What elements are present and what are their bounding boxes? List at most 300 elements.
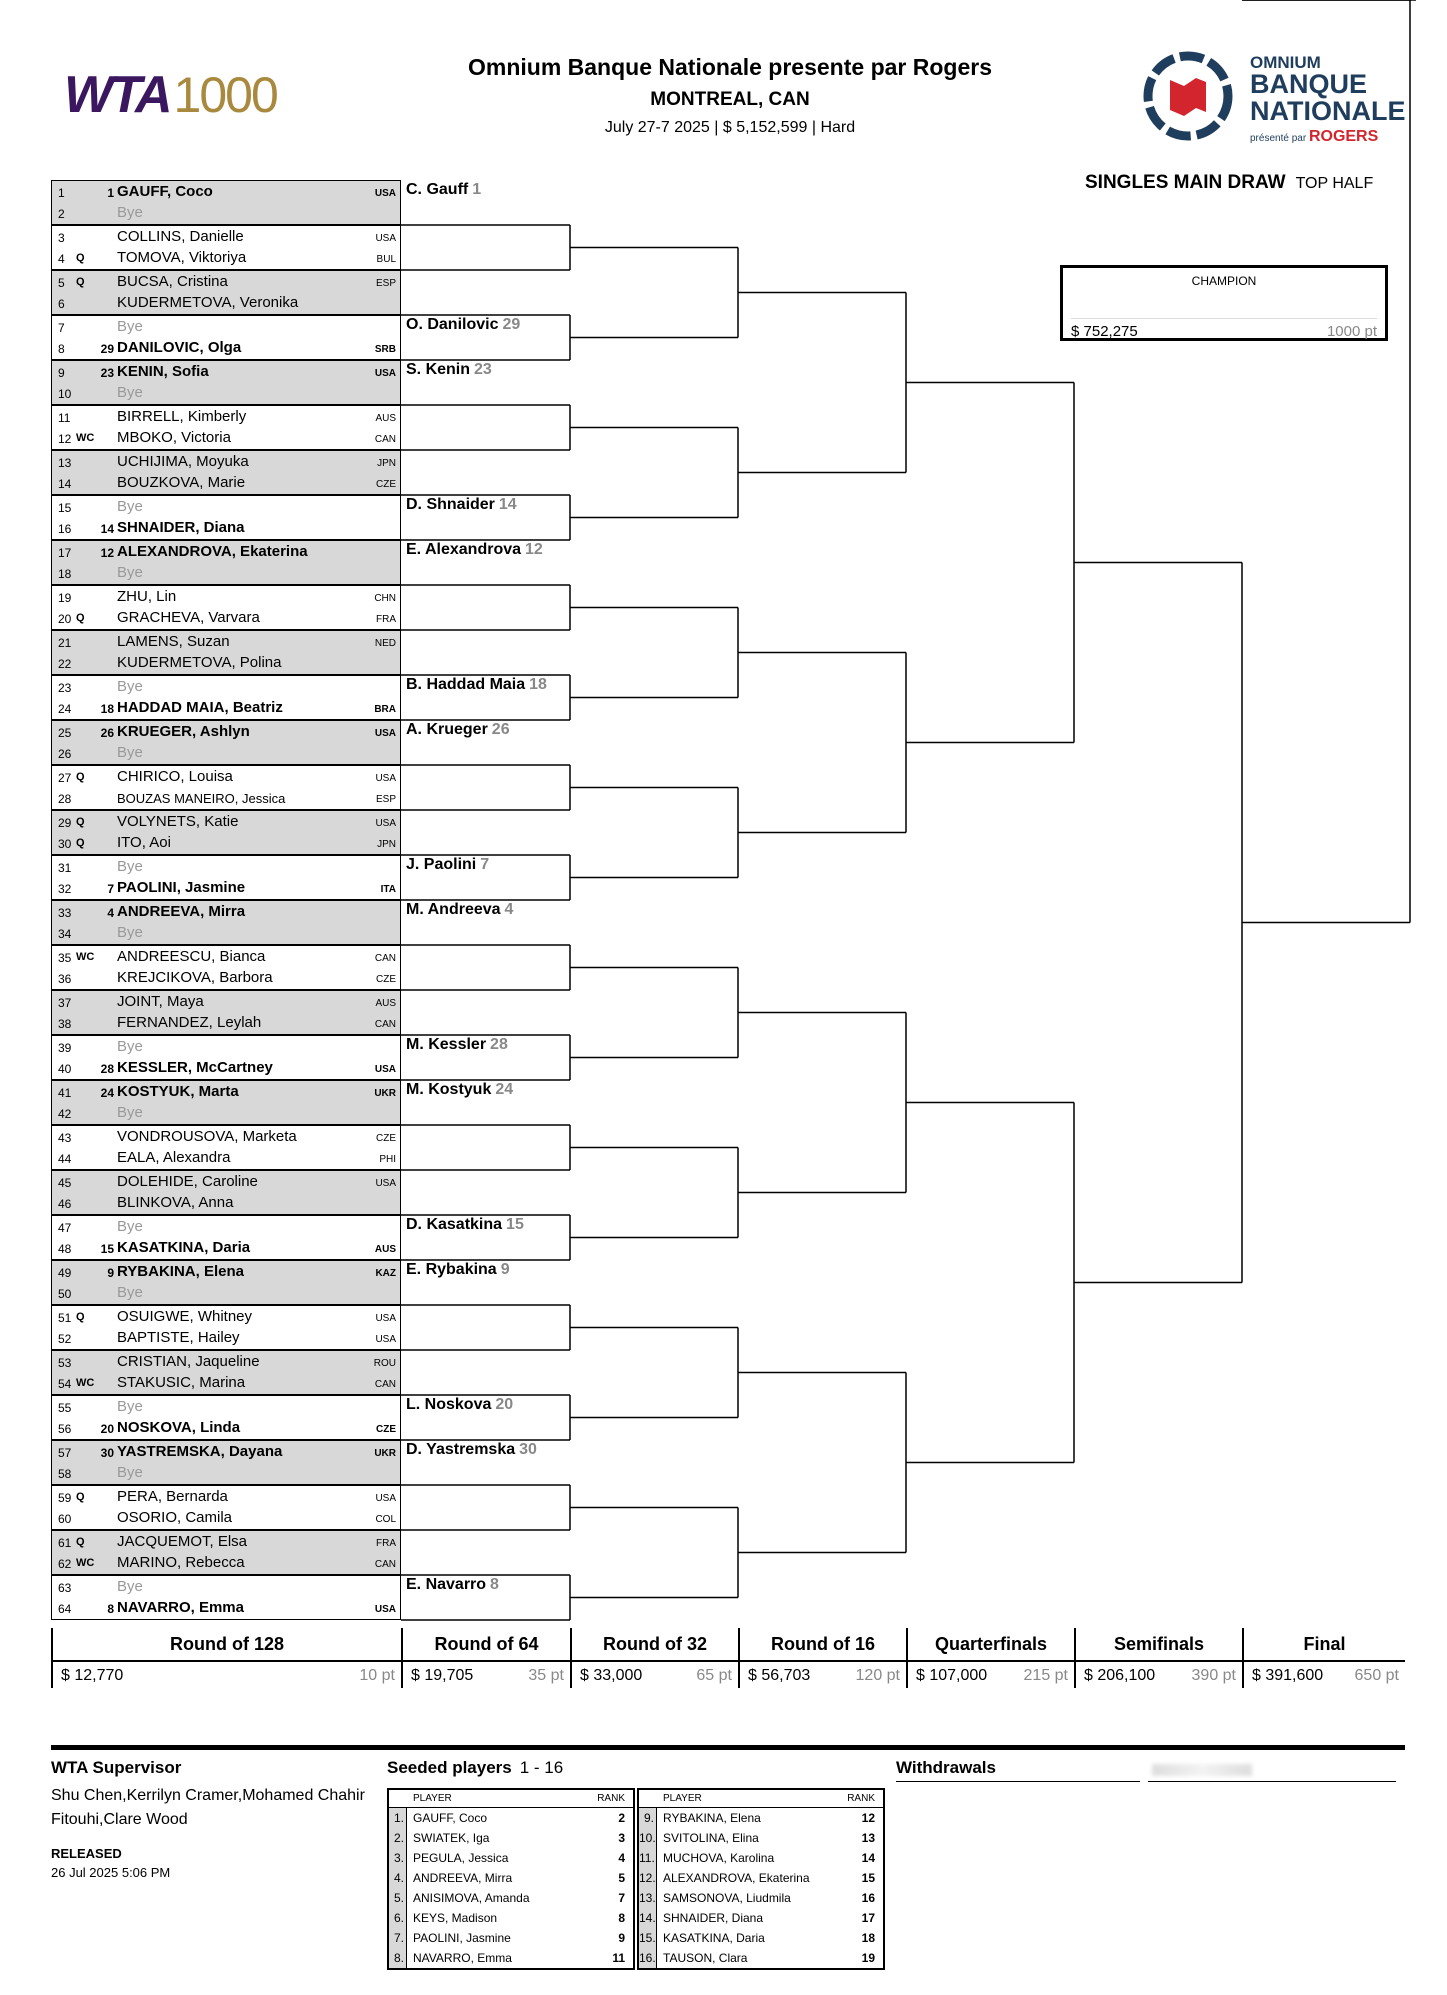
player-name: CHIRICO, Louisa xyxy=(117,768,233,785)
draw-position: 16 xyxy=(58,522,72,536)
draw-title-text: SINGLES MAIN DRAW xyxy=(1085,172,1286,193)
player-row xyxy=(52,653,400,673)
player-row xyxy=(52,587,400,607)
player-name: Bye xyxy=(117,564,143,581)
entry-status: Q xyxy=(76,1311,85,1323)
player-row xyxy=(52,497,400,517)
player-name: KRUEGER, Ashlyn xyxy=(117,723,250,740)
player-nationality: USA xyxy=(375,1334,396,1345)
sponsor-line-1: OMNIUM xyxy=(1250,53,1321,72)
player-name: ZHU, Lin xyxy=(117,588,177,605)
player-name: ALEXANDROVA, Ekaterina xyxy=(117,543,308,560)
round-money xyxy=(1076,1662,1242,1685)
round-of-64-player xyxy=(406,856,489,874)
player-nationality: USA xyxy=(375,1178,396,1189)
draw-position: 24 xyxy=(58,702,72,716)
champion-prize-row xyxy=(1071,318,1377,340)
player-name: LAMENS, Suzan xyxy=(117,633,230,650)
player-nationality: SRB xyxy=(374,344,396,355)
round-of-64-player xyxy=(406,361,492,379)
seed-index: 13. xyxy=(639,1888,657,1908)
draw-position: 32 xyxy=(58,882,72,896)
draw-position: 39 xyxy=(58,1041,72,1055)
round-of-64-player xyxy=(406,181,481,199)
seed-player: RYBAKINA, Elena xyxy=(663,1811,761,1825)
sponsor-line-3: NATIONALE xyxy=(1250,96,1406,126)
player-nationality: CAN xyxy=(374,953,396,964)
round-of-64-player xyxy=(406,541,543,559)
player-row xyxy=(52,1082,400,1102)
player-pair xyxy=(51,1530,401,1575)
draw-position: 56 xyxy=(58,1422,72,1436)
draw-position: 45 xyxy=(58,1176,72,1190)
seeded-row xyxy=(389,1828,633,1848)
player-name: KENIN, Sofia xyxy=(117,363,209,380)
advancing-player-seed: 30 xyxy=(519,1441,537,1458)
draw-position: 9 xyxy=(58,366,65,380)
sponsor-text xyxy=(1250,54,1406,145)
player-pair xyxy=(51,1575,401,1620)
draw-position: 55 xyxy=(58,1401,72,1415)
player-row xyxy=(52,1487,400,1507)
round-money xyxy=(572,1662,738,1685)
player-pair xyxy=(51,1215,401,1260)
player-name: VOLYNETS, Katie xyxy=(117,813,239,830)
player-nationality: CHN xyxy=(374,593,396,604)
seed-number: 7 xyxy=(107,882,114,896)
player-row xyxy=(52,968,400,988)
player-row xyxy=(52,1013,400,1033)
player-row xyxy=(52,1463,400,1483)
player-name: Bye xyxy=(117,318,143,335)
seed-player: ANISIMOVA, Amanda xyxy=(413,1891,530,1905)
player-name: Bye xyxy=(117,678,143,695)
player-name: Bye xyxy=(117,384,143,401)
seed-rank: 9 xyxy=(618,1931,625,1945)
player-name: TOMOVA, Viktoriya xyxy=(117,249,247,266)
seed-rank: 15 xyxy=(861,1871,875,1885)
seeded-row xyxy=(389,1908,633,1928)
seed-number: 23 xyxy=(100,366,114,380)
player-name: KREJCIKOVA, Barbora xyxy=(117,969,273,986)
advancing-player-seed: 12 xyxy=(525,541,543,558)
draw-position: 38 xyxy=(58,1017,72,1031)
advancing-player-seed: 1 xyxy=(472,181,482,198)
player-pair xyxy=(51,1350,401,1395)
player-nationality: BUL xyxy=(376,254,396,265)
champion-prize: $ 752,275 xyxy=(1071,323,1138,340)
advancing-player-name: M. Kostyuk xyxy=(406,1081,492,1098)
player-pair xyxy=(51,540,401,585)
round-name: Semifinals xyxy=(1076,1634,1242,1662)
advancing-player-seed: 7 xyxy=(480,856,490,873)
draw-position: 2 xyxy=(58,207,65,221)
sponsor-rogers: ROGERS xyxy=(1308,128,1379,145)
round-prize-money xyxy=(51,1628,1405,1688)
draw-position: 3 xyxy=(58,231,65,245)
player-name: BUCSA, Cristina xyxy=(117,273,228,290)
round-name: Round of 16 xyxy=(740,1634,906,1662)
seed-index: 16. xyxy=(639,1948,657,1968)
player-row xyxy=(52,1172,400,1192)
player-row xyxy=(52,608,400,628)
round-money xyxy=(53,1662,401,1685)
seed-number: 1 xyxy=(107,186,114,200)
player-nationality: ESP xyxy=(375,794,396,805)
player-row xyxy=(52,473,400,493)
player-name: STAKUSIC, Marina xyxy=(117,1374,246,1391)
draw-position: 28 xyxy=(58,792,72,806)
draw-position: 33 xyxy=(58,906,72,920)
player-row xyxy=(52,1598,400,1618)
seed-number: 28 xyxy=(100,1062,114,1076)
player-nationality: USA xyxy=(375,773,396,784)
round-of-64-player xyxy=(406,721,510,739)
draw-position: 58 xyxy=(58,1467,72,1481)
draw-position: 47 xyxy=(58,1221,72,1235)
player-name: RYBAKINA, Elena xyxy=(117,1263,244,1280)
advancing-player-seed: 26 xyxy=(491,721,510,738)
player-name: Bye xyxy=(117,1464,143,1481)
advancing-player-name: E. Navarro xyxy=(406,1576,487,1593)
player-row xyxy=(52,947,400,967)
champion-box xyxy=(1060,265,1388,341)
seed-index: 2. xyxy=(389,1828,407,1848)
player-name: Bye xyxy=(117,498,143,515)
seed-player: KEYS, Madison xyxy=(413,1911,498,1925)
player-name: BOUZAS MANEIRO, Jessica xyxy=(117,791,286,806)
draw-position: 60 xyxy=(58,1512,72,1526)
seeded-row xyxy=(639,1848,883,1868)
advancing-player-seed: 29 xyxy=(502,316,521,333)
seed-index: 6. xyxy=(389,1908,407,1928)
draw-position: 7 xyxy=(58,321,65,335)
seed-number: 18 xyxy=(100,702,114,716)
draw-half: TOP HALF xyxy=(1295,175,1374,192)
draw-position: 12 xyxy=(58,432,72,446)
player-row xyxy=(52,203,400,223)
seed-index: 12. xyxy=(639,1868,657,1888)
player-nationality: AUS xyxy=(374,1244,396,1255)
seed-rank: 2 xyxy=(618,1811,625,1825)
player-row xyxy=(52,812,400,832)
col-rank: RANK xyxy=(597,1793,625,1804)
draw-position: 40 xyxy=(58,1062,72,1076)
advancing-player-name: O. Danilovic xyxy=(406,316,499,333)
player-name: OSUIGWE, Whitney xyxy=(117,1308,253,1325)
player-pair xyxy=(51,450,401,495)
seeded-range: 1 - 16 xyxy=(519,1758,564,1777)
draw-position: 49 xyxy=(58,1266,72,1280)
player-pair xyxy=(51,900,401,945)
player-name: PAOLINI, Jasmine xyxy=(117,879,246,896)
advancing-player-name: S. Kenin xyxy=(406,361,471,378)
seed-player: GAUFF, Coco xyxy=(413,1811,488,1825)
seed-number: 12 xyxy=(100,546,114,560)
draw-title xyxy=(1085,172,1373,194)
col-player: PLAYER xyxy=(413,1793,452,1804)
seed-rank: 12 xyxy=(861,1811,875,1825)
player-name: KESSLER, McCartney xyxy=(117,1059,273,1076)
player-nationality: AUS xyxy=(375,413,396,424)
seed-number: 9 xyxy=(107,1266,114,1280)
player-pair xyxy=(51,765,401,810)
player-nationality: FRA xyxy=(376,614,396,625)
player-row xyxy=(52,1352,400,1372)
player-nationality: USA xyxy=(375,818,396,829)
advancing-player-seed: 15 xyxy=(506,1216,524,1233)
draw-position: 14 xyxy=(58,477,72,491)
player-pair xyxy=(51,810,401,855)
player-nationality: CAN xyxy=(374,434,396,445)
draw-position: 37 xyxy=(58,996,72,1010)
player-row xyxy=(52,1037,400,1057)
player-row xyxy=(52,1307,400,1327)
player-name: Bye xyxy=(117,1104,143,1121)
seed-number: 8 xyxy=(107,1602,114,1616)
player-nationality: AUS xyxy=(375,998,396,1009)
draw-position: 61 xyxy=(58,1536,72,1550)
player-name: FERNANDEZ, Leylah xyxy=(117,1014,262,1031)
player-name: SHNAIDER, Diana xyxy=(117,519,245,536)
advancing-player-name: C. Gauff xyxy=(406,181,469,198)
advancing-player-name: L. Noskova xyxy=(406,1396,492,1413)
released-label: RELEASED xyxy=(51,1846,122,1861)
round-of-64-player xyxy=(406,1216,524,1234)
player-pair xyxy=(51,945,401,990)
player-name: Bye xyxy=(117,1284,143,1301)
player-pair xyxy=(51,990,401,1035)
seed-player: SWIATEK, Iga xyxy=(413,1831,490,1845)
player-row xyxy=(52,1442,400,1462)
player-row xyxy=(52,788,400,808)
player-name: Bye xyxy=(117,744,143,761)
player-nationality: FRA xyxy=(376,1538,396,1549)
draw-position: 15 xyxy=(58,501,72,515)
player-row xyxy=(52,1328,400,1348)
section-divider xyxy=(51,1745,1405,1750)
round-prize: $ 12,770 xyxy=(61,1667,124,1684)
player-pair xyxy=(51,1125,401,1170)
player-nationality: PHI xyxy=(379,1154,396,1165)
sponsor-presented-by: présenté par xyxy=(1250,133,1307,144)
seed-number: 26 xyxy=(100,726,114,740)
player-row xyxy=(52,452,400,472)
round-of-64-player xyxy=(406,901,513,919)
player-nationality: USA xyxy=(374,188,396,199)
draw-position: 48 xyxy=(58,1242,72,1256)
player-row xyxy=(52,1058,400,1078)
player-nationality: UKR xyxy=(374,1448,396,1459)
entry-status: Q xyxy=(76,1491,85,1503)
entry-status: Q xyxy=(76,837,85,849)
advancing-player-name: E. Rybakina xyxy=(406,1261,497,1278)
round-prize: $ 107,000 xyxy=(916,1667,988,1684)
seeded-row xyxy=(639,1828,883,1848)
player-row xyxy=(52,272,400,292)
draw-position: 43 xyxy=(58,1131,72,1145)
draw-position: 44 xyxy=(58,1152,72,1166)
tournament-header xyxy=(400,54,1060,137)
supervisor-heading: WTA Supervisor xyxy=(51,1758,182,1777)
round-prize: $ 33,000 xyxy=(580,1667,643,1684)
player-pair xyxy=(51,675,401,720)
player-row xyxy=(52,1262,400,1282)
player-name: YASTREMSKA, Dayana xyxy=(117,1443,283,1460)
player-row xyxy=(52,1193,400,1213)
draw-position: 50 xyxy=(58,1287,72,1301)
seeded-row xyxy=(639,1928,883,1948)
player-name: KUDERMETOVA, Veronika xyxy=(117,294,299,311)
player-name: OSORIO, Camila xyxy=(117,1509,233,1526)
player-row xyxy=(52,992,400,1012)
seed-index: 15. xyxy=(639,1928,657,1948)
advancing-player-seed: 24 xyxy=(495,1081,514,1098)
player-row xyxy=(52,923,400,943)
draw-position: 42 xyxy=(58,1107,72,1121)
player-row xyxy=(52,698,400,718)
round-money xyxy=(403,1662,570,1685)
player-row xyxy=(52,1148,400,1168)
seeded-row xyxy=(639,1808,883,1828)
entry-status: Q xyxy=(76,1536,85,1548)
seed-rank: 13 xyxy=(861,1831,875,1845)
player-nationality: BRA xyxy=(374,704,396,715)
player-name: Bye xyxy=(117,1398,143,1415)
player-name: MARINO, Rebecca xyxy=(117,1554,245,1571)
round-column xyxy=(906,1628,1074,1688)
player-pair xyxy=(51,405,401,450)
seed-index: 5. xyxy=(389,1888,407,1908)
round-money xyxy=(908,1662,1074,1685)
player-pair xyxy=(51,315,401,360)
seed-player: SVITOLINA, Elina xyxy=(663,1831,759,1845)
player-row xyxy=(52,542,400,562)
advancing-player-name: J. Paolini xyxy=(406,856,477,873)
player-row xyxy=(52,227,400,247)
round-name: Quarterfinals xyxy=(908,1634,1074,1662)
seeded-row xyxy=(389,1848,633,1868)
player-row xyxy=(52,1127,400,1147)
entry-status: Q xyxy=(76,252,85,264)
player-row xyxy=(52,1532,400,1552)
draw-position: 22 xyxy=(58,657,72,671)
sponsor-line-4 xyxy=(1250,129,1406,145)
player-nationality: USA xyxy=(374,728,396,739)
logo-1000-text: 1000 xyxy=(173,67,277,123)
tournament-title: Omnium Banque Nationale presente par Rogers xyxy=(467,54,992,80)
round-points: 215 pt xyxy=(1023,1667,1068,1684)
seed-player: PAOLINI, Jasmine xyxy=(413,1931,511,1945)
player-name: JOINT, Maya xyxy=(117,993,204,1010)
draw-position: 51 xyxy=(58,1311,72,1325)
seed-rank: 19 xyxy=(861,1951,875,1965)
draw-position: 18 xyxy=(58,567,72,581)
player-name: DANILOVIC, Olga xyxy=(117,339,242,356)
seed-player: KASATKINA, Daria xyxy=(663,1931,765,1945)
player-nationality: CZE xyxy=(376,479,396,490)
advancing-player-name: D. Yastremska xyxy=(406,1441,516,1458)
player-name: JACQUEMOT, Elsa xyxy=(117,1533,248,1550)
round-points: 35 pt xyxy=(528,1667,564,1684)
entry-status: WC xyxy=(76,951,95,963)
player-pair xyxy=(51,1260,401,1305)
entry-status: Q xyxy=(76,771,85,783)
col-player: PLAYER xyxy=(663,1793,702,1804)
player-name: HADDAD MAIA, Beatriz xyxy=(117,699,283,716)
round-column xyxy=(1242,1628,1405,1688)
draw-position: 17 xyxy=(58,546,72,560)
player-row xyxy=(52,1577,400,1597)
player-pair xyxy=(51,630,401,675)
player-row xyxy=(52,1553,400,1573)
draw-position: 62 xyxy=(58,1557,72,1571)
advancing-player-seed: 14 xyxy=(498,496,517,513)
player-pair xyxy=(51,1080,401,1125)
player-name: COLLINS, Danielle xyxy=(117,228,244,245)
draw-position: 63 xyxy=(58,1581,72,1595)
player-row xyxy=(52,878,400,898)
draw-position: 11 xyxy=(58,411,71,425)
draw-position: 34 xyxy=(58,927,72,941)
player-nationality: NED xyxy=(374,638,396,649)
seed-player: SHNAIDER, Diana xyxy=(663,1911,764,1925)
seed-rank: 4 xyxy=(618,1851,625,1865)
supervisor-block xyxy=(51,1758,381,1880)
player-row xyxy=(52,338,400,358)
wta-1000-logo xyxy=(64,66,277,124)
seed-player: NAVARRO, Emma xyxy=(413,1951,512,1965)
sponsor-line-2: BANQUE xyxy=(1250,69,1368,99)
entry-status: Q xyxy=(76,276,85,288)
advancing-player-name: E. Alexandrova xyxy=(406,541,522,558)
round-money xyxy=(740,1662,906,1685)
col-rank: RANK xyxy=(847,1793,875,1804)
seed-player: MUCHOVA, Karolina xyxy=(663,1851,775,1865)
draw-position: 21 xyxy=(58,636,72,650)
round-of-64-player xyxy=(406,1261,510,1279)
player-name: BOUZKOVA, Marie xyxy=(117,474,246,491)
seeded-players xyxy=(387,1758,875,1965)
supervisor-names: Shu Chen,Kerrilyn Cramer,Mohamed Chahir Fitouhi,Clare Wood xyxy=(51,1787,365,1828)
player-name: BIRRELL, Kimberly xyxy=(117,408,247,425)
seed-player: ANDREEVA, Mirra xyxy=(413,1871,513,1885)
seed-rank: 5 xyxy=(618,1871,625,1885)
round-points: 120 pt xyxy=(855,1667,900,1684)
advancing-player-name: A. Krueger xyxy=(406,721,488,738)
round-points: 65 pt xyxy=(696,1667,732,1684)
round-money xyxy=(1244,1662,1405,1685)
seed-rank: 14 xyxy=(861,1851,875,1865)
player-name: KASATKINA, Daria xyxy=(117,1239,251,1256)
round-of-64-player xyxy=(406,316,520,334)
draw-position: 59 xyxy=(58,1491,72,1505)
entry-status: WC xyxy=(76,432,95,444)
draw-position: 19 xyxy=(58,591,72,605)
round-of-64-player xyxy=(406,1036,508,1054)
seeded-row xyxy=(639,1888,883,1908)
player-nationality: JPN xyxy=(377,458,396,469)
player-pair xyxy=(51,1440,401,1485)
player-nationality: CZE xyxy=(376,1133,396,1144)
player-name: BAPTISTE, Hailey xyxy=(117,1329,240,1346)
round-name: Round of 64 xyxy=(403,1634,570,1662)
round-prize: $ 391,600 xyxy=(1252,1667,1324,1684)
advancing-player-name: M. Kessler xyxy=(406,1036,487,1053)
advancing-player-name: M. Andreeva xyxy=(406,901,501,918)
round-prize: $ 206,100 xyxy=(1084,1667,1156,1684)
player-row xyxy=(52,743,400,763)
